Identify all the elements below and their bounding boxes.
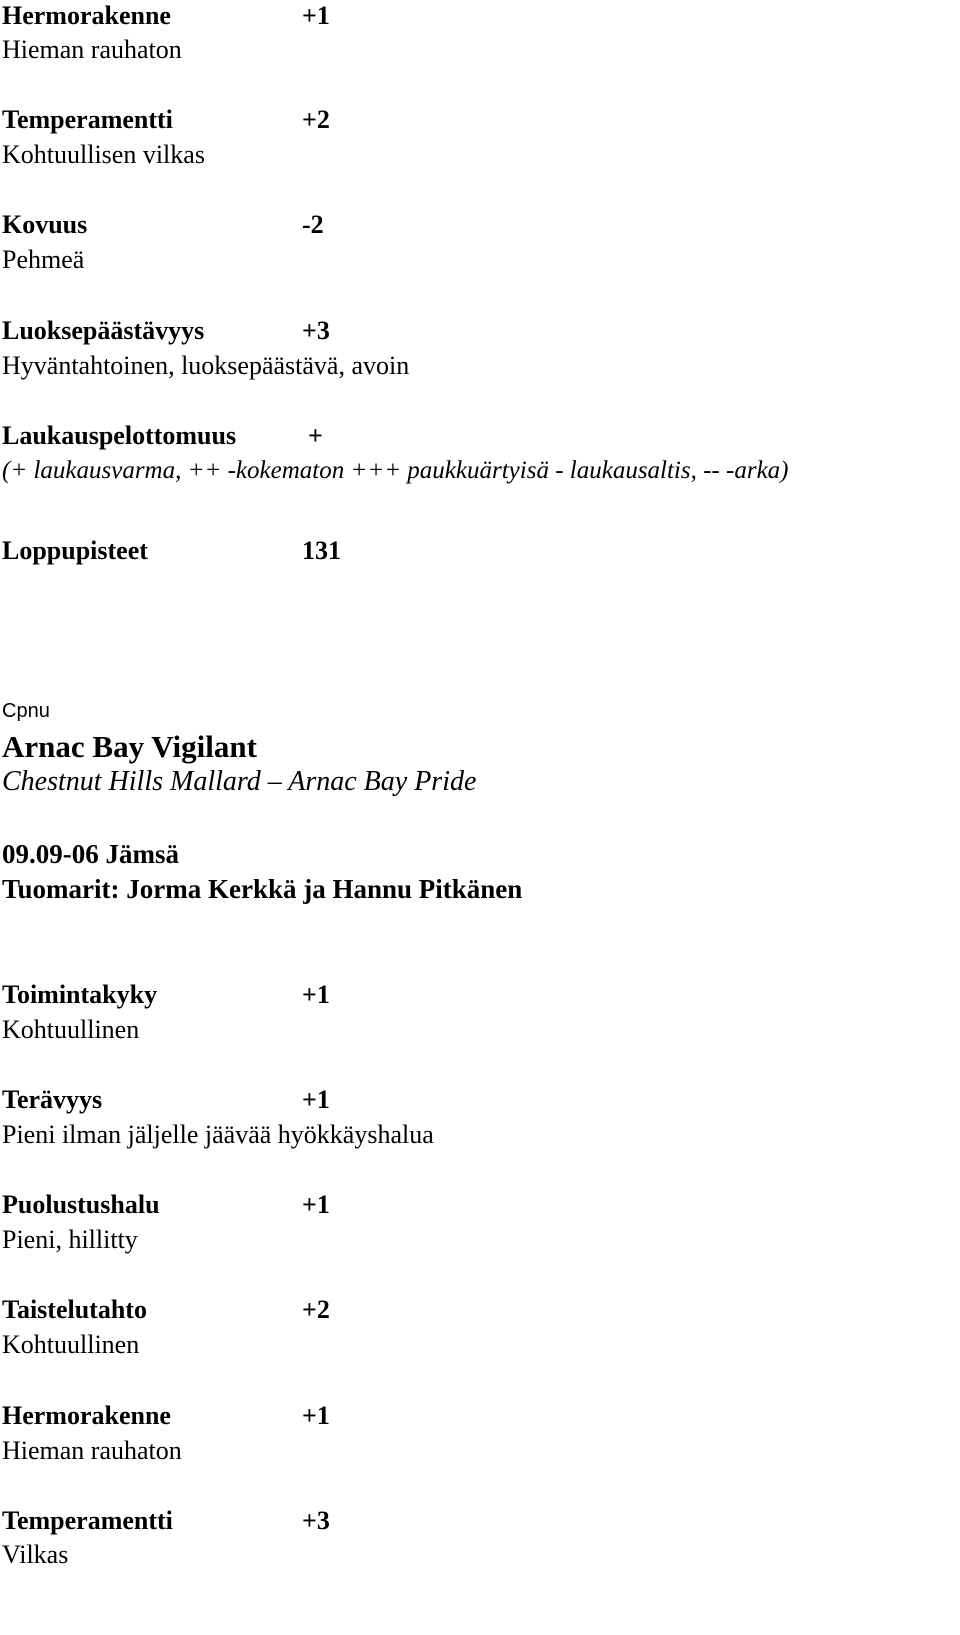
trait-name: Temperamentti <box>2 1506 173 1535</box>
trait-name: Luoksepäästävyys <box>2 316 205 345</box>
trait-description: Pehmeä <box>2 245 85 274</box>
trait-name-row <box>2 0 330 32</box>
dog-pedigree: Chestnut Hills Mallard – Arnac Bay Pride <box>2 766 477 797</box>
trait-name: Hermorakenne <box>2 1 171 30</box>
trait-name: Toimintakyky <box>2 980 158 1009</box>
event-info: 09.09-06 Jämsä <box>2 839 179 869</box>
trait-score: +2 <box>302 1295 330 1324</box>
trait-score: +1 <box>302 1401 330 1430</box>
trait-name-row <box>2 104 330 136</box>
trait-score: +1 <box>302 980 330 1009</box>
judges-info: Tuomarit: Jorma Kerkkä ja Hannu Pitkänen <box>2 874 523 904</box>
trait-name-row <box>2 1505 330 1537</box>
trait-score: -2 <box>302 210 324 239</box>
trait-name: Terävyys <box>2 1085 103 1114</box>
breed-tag: Cpnu <box>2 700 50 722</box>
trait-description: Kohtuullisen vilkas <box>2 140 205 169</box>
trait-description: Pieni, hillitty <box>2 1225 138 1254</box>
trait-description: Pieni ilman jäljelle jäävää hyökkäyshalua <box>2 1120 434 1149</box>
trait-name-row <box>2 209 324 241</box>
trait-description: Hieman rauhaton <box>2 35 182 64</box>
trait-score: +1 <box>302 1190 330 1219</box>
trait-description: Kohtuullinen <box>2 1015 140 1044</box>
total-value: 131 <box>302 536 341 565</box>
total-label: Loppupisteet <box>2 536 148 565</box>
trait-description: (+ laukausvarma, ++ -kokematon +++ paukkuärtyisä - laukausaltis, -- -arka) <box>2 457 789 484</box>
trait-name-row <box>2 420 323 452</box>
trait-name-row <box>2 1189 330 1221</box>
trait-description: Hyväntahtoinen, luoksepäästävä, avoin <box>2 351 410 380</box>
trait-score: +1 <box>302 1 330 30</box>
trait-score: +3 <box>302 316 330 345</box>
trait-name: Hermorakenne <box>2 1401 171 1430</box>
trait-name-row <box>2 1400 330 1432</box>
trait-name-row <box>2 1084 330 1116</box>
total-score-row <box>2 535 341 567</box>
dog-name: Arnac Bay Vigilant <box>2 729 257 764</box>
trait-description: Vilkas <box>2 1540 69 1569</box>
trait-name-row <box>2 979 330 1011</box>
trait-name: Kovuus <box>2 210 88 239</box>
trait-name: Temperamentti <box>2 105 173 134</box>
trait-name-row <box>2 1294 330 1326</box>
trait-score: +1 <box>302 1085 330 1114</box>
trait-name-row <box>2 315 330 347</box>
trait-name: Laukauspelottomuus <box>2 421 237 450</box>
trait-name: Taistelutahto <box>2 1295 147 1324</box>
trait-description: Kohtuullinen <box>2 1330 140 1359</box>
trait-score: +3 <box>302 1506 330 1535</box>
trait-name: Puolustushalu <box>2 1190 160 1219</box>
trait-description: Hieman rauhaton <box>2 1436 182 1465</box>
trait-score: + <box>308 421 323 450</box>
trait-score: +2 <box>302 105 330 134</box>
